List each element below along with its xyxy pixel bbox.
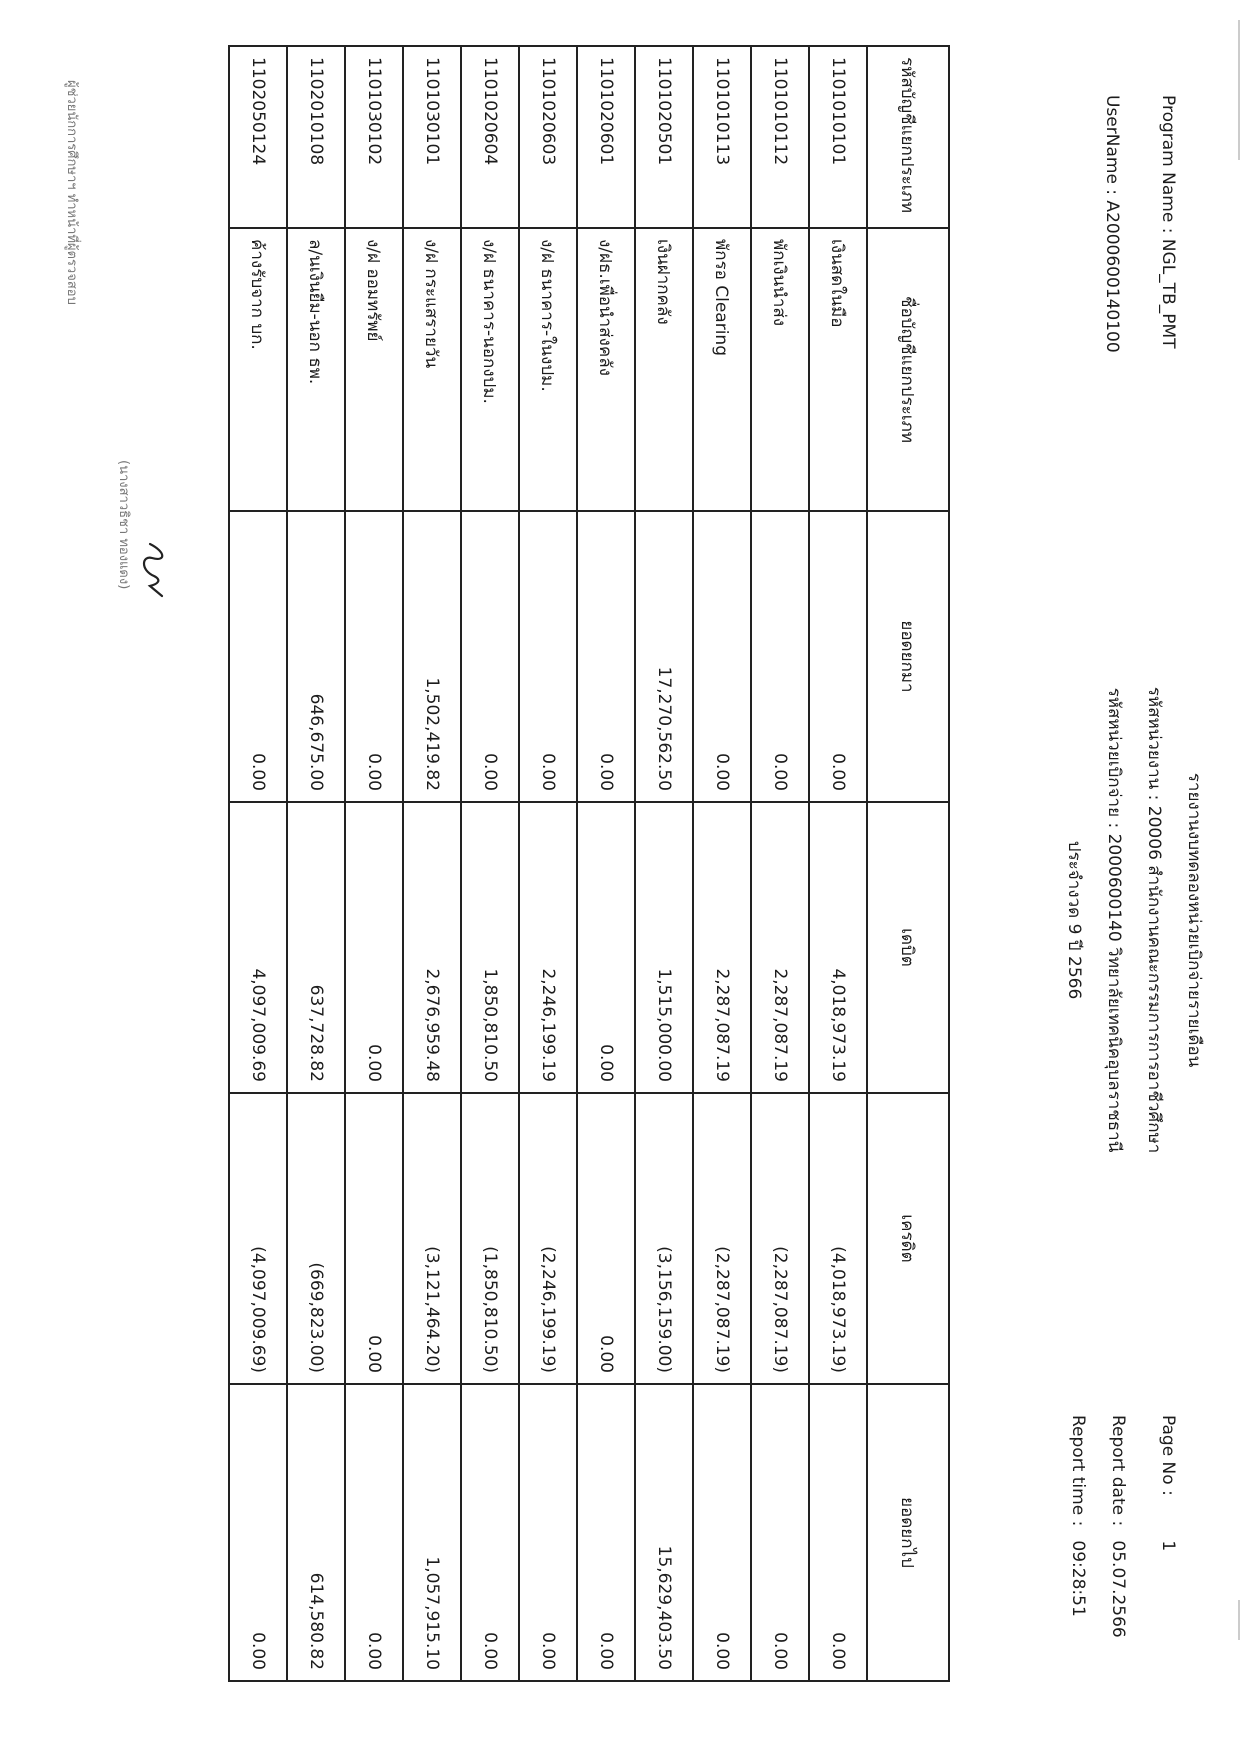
cell-credit: (2,287,087.19) (693, 1093, 751, 1384)
cell-debit: 2,287,087.19 (751, 802, 809, 1093)
cell-debit: 4,097,009.69 (229, 802, 287, 1093)
cell-opening: 17,270,562.50 (635, 511, 693, 802)
cell-closing: 1,057,915.10 (403, 1384, 461, 1681)
cell-debit: 4,018,973.19 (809, 802, 867, 1093)
period-line: ประจำงวด 9 ปี 2566 (1064, 840, 1084, 1000)
cell-opening: 1,502,419.82 (403, 511, 461, 802)
page-number (1158, 1415, 1178, 1551)
cell-name: พักรอ Clearing (693, 228, 751, 511)
table-header-row (867, 46, 949, 1681)
cell-debit: 1,850,810.50 (461, 802, 519, 1093)
cell-code: 1102050124 (229, 46, 287, 228)
report-time-label: Report time : (1068, 1415, 1088, 1527)
table-row (229, 46, 287, 1681)
cell-credit: (669,823.00) (287, 1093, 345, 1384)
cell-name: เงินสดในมือ (809, 228, 867, 511)
cell-debit: 2,246,199.19 (519, 802, 577, 1093)
cell-closing: 0.00 (461, 1384, 519, 1681)
cell-opening: 646,675.00 (287, 511, 345, 802)
cell-opening: 0.00 (229, 511, 287, 802)
table-row (577, 46, 635, 1681)
cell-opening: 0.00 (461, 511, 519, 802)
cell-credit: (1,850,810.50) (461, 1093, 519, 1384)
table-row (287, 46, 345, 1681)
table-row (345, 46, 403, 1681)
disbursing-unit-line: รหัสหน่วยเบิกจ่าย : 2000600140 วิทยาลัยเทคนิคอุบลราชธานี (1104, 687, 1124, 1153)
cell-code: 1101030102 (345, 46, 403, 228)
table-row (751, 46, 809, 1681)
header-opening-balance: ยอดยกมา (867, 511, 949, 802)
cell-debit: 1,515,000.00 (635, 802, 693, 1093)
user-name: UserName : A2000600140100 (1102, 95, 1122, 353)
cell-debit: 0.00 (345, 802, 403, 1093)
cell-name: ง/ฝ กระแสรายวัน (403, 228, 461, 511)
report-time (1068, 1415, 1088, 1617)
cell-closing: 15,629,403.50 (635, 1384, 693, 1681)
cell-opening: 0.00 (577, 511, 635, 802)
report-date (1108, 1415, 1128, 1638)
cell-debit: 0.00 (577, 802, 635, 1093)
agency-line: รหัสหน่วยงาน : 20006 สำนักงานคณะกรรมการการอาชีวศึกษา (1144, 686, 1164, 1154)
cell-name: ง/ฝ ธนาคาร-ในงปม. (519, 228, 577, 511)
cell-opening: 0.00 (345, 511, 403, 802)
table-row (635, 46, 693, 1681)
table-row (403, 46, 461, 1681)
cell-credit: (4,018,973.19) (809, 1093, 867, 1384)
header-closing-balance: ยอดยกไป (867, 1384, 949, 1681)
page-number-value: 1 (1158, 1540, 1178, 1552)
header-account-code: รหัสบัญชีแยกประเภท (867, 46, 949, 228)
program-name: Program Name : NGL_TB_PMT (1158, 95, 1178, 349)
cell-code: 1102010108 (287, 46, 345, 228)
cell-code: 1101020604 (461, 46, 519, 228)
cell-name: เงินฝากคลัง (635, 228, 693, 511)
table-row (809, 46, 867, 1681)
cell-closing: 0.00 (693, 1384, 751, 1681)
cell-debit: 637,728.82 (287, 802, 345, 1093)
header-account-name: ชื่อบัญชีแยกประเภท (867, 228, 949, 511)
cell-closing: 0.00 (751, 1384, 809, 1681)
signature-mark (136, 540, 170, 600)
header-credit: เครดิต (867, 1093, 949, 1384)
trial-balance-table (228, 45, 950, 1682)
report-time-value: 09:28:51 (1068, 1540, 1088, 1617)
signer-role: ผู้ช่วยนักการศึกษาฯ ทำหน้าที่ผู้ตรวจสอบ (64, 80, 79, 305)
table-row (693, 46, 751, 1681)
cell-code: 1101010113 (693, 46, 751, 228)
cell-debit: 2,287,087.19 (693, 802, 751, 1093)
cell-credit: (2,246,199.19) (519, 1093, 577, 1384)
header-debit: เดบิต (867, 802, 949, 1093)
cell-code: 1101020603 (519, 46, 577, 228)
cell-opening: 0.00 (519, 511, 577, 802)
cell-name: ง/ฝ ออมทรัพย์ (345, 228, 403, 511)
table-row (519, 46, 577, 1681)
cell-opening: 0.00 (809, 511, 867, 802)
cell-name: ง/ฝธ.เพื่อนำส่งคลัง (577, 228, 635, 511)
signer-name: (นางสาวธิชา ทองแดง) (116, 460, 131, 590)
table-body (229, 46, 867, 1681)
cell-closing: 614,580.82 (287, 1384, 345, 1681)
page-number-label: Page No : (1158, 1415, 1178, 1496)
report-date-label: Report date : (1108, 1415, 1128, 1527)
report-date-value: 05.07.2566 (1108, 1540, 1128, 1638)
cell-closing: 0.00 (809, 1384, 867, 1681)
cell-name: ล/นเงินยืม-นอก ธพ. (287, 228, 345, 511)
cell-name: พักเงินนำส่ง (751, 228, 809, 511)
cell-name: ง/ฝ ธนาคาร-นอกงปม. (461, 228, 519, 511)
cell-code: 1101030101 (403, 46, 461, 228)
cell-credit: (3,156,159.00) (635, 1093, 693, 1384)
table-row (461, 46, 519, 1681)
cell-credit: (2,287,087.19) (751, 1093, 809, 1384)
cell-credit: 0.00 (577, 1093, 635, 1384)
cell-closing: 0.00 (577, 1384, 635, 1681)
cell-opening: 0.00 (751, 511, 809, 802)
cell-credit: (4,097,009.69) (229, 1093, 287, 1384)
cell-name: ค้างรับจาก บก. (229, 228, 287, 511)
cell-debit: 2,676,959.48 (403, 802, 461, 1093)
cell-credit: 0.00 (345, 1093, 403, 1384)
cell-code: 1101010112 (751, 46, 809, 228)
cell-opening: 0.00 (693, 511, 751, 802)
cell-code: 1101020601 (577, 46, 635, 228)
cell-closing: 0.00 (229, 1384, 287, 1681)
report-title: รายงานงบทดลองหน่วยเบิกจ่ายรายเดือน (1184, 772, 1204, 1068)
cell-code: 1101020501 (635, 46, 693, 228)
cell-closing: 0.00 (519, 1384, 577, 1681)
cell-closing: 0.00 (345, 1384, 403, 1681)
cell-credit: (3,121,464.20) (403, 1093, 461, 1384)
cell-code: 1101010101 (809, 46, 867, 228)
